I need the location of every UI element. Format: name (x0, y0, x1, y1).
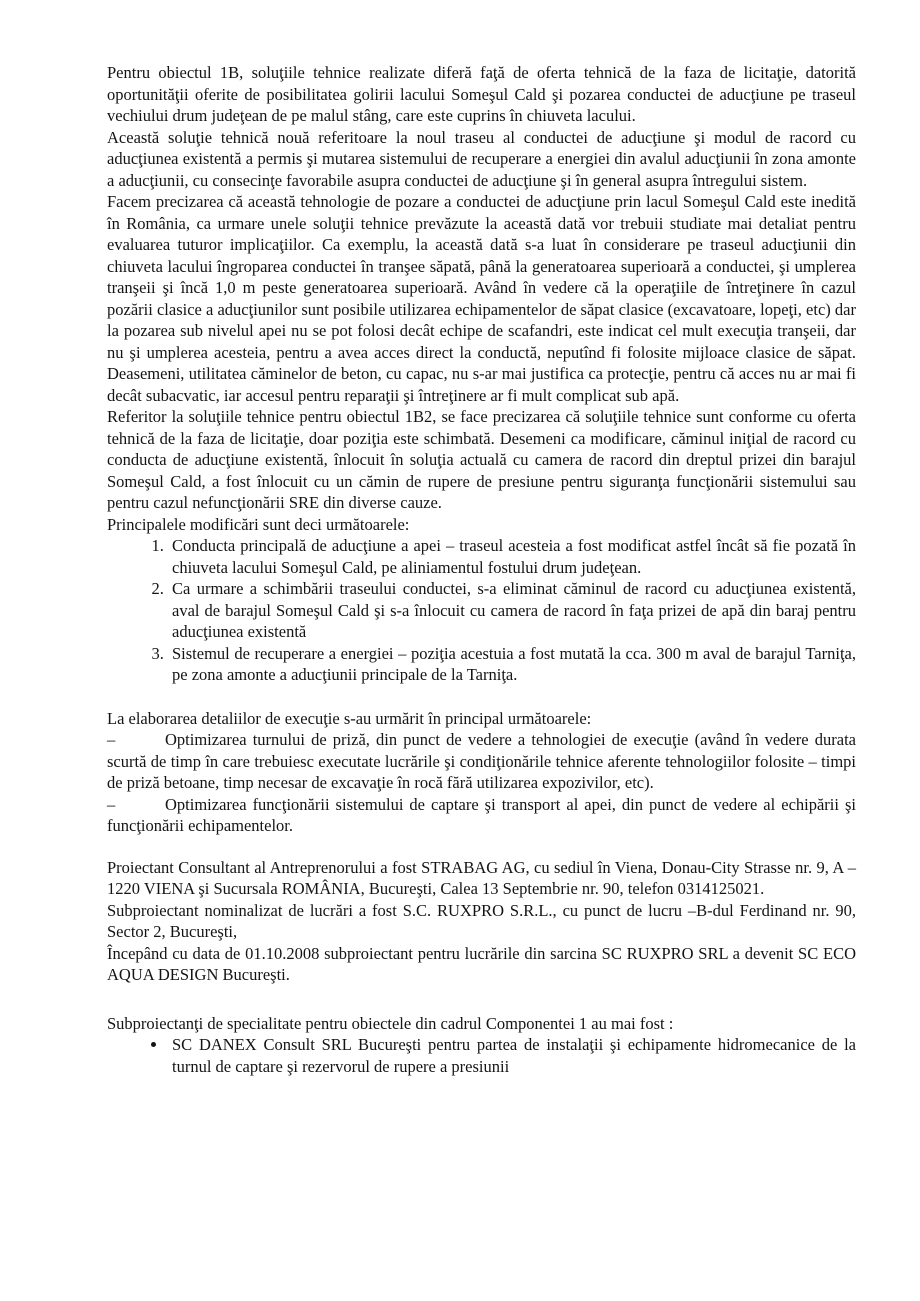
dash-item (107, 729, 856, 794)
list-item: 1. Conducta principală de aducţiune a apei – traseul acesteia a fost modificat astfel încât să fie pozată în chiuveta lacului Someşul Cald, pe aliniamentul fostului drum judeţean. (168, 535, 856, 578)
paragraph-consultant: Proiectant Consultant al Antreprenorului a fost STRABAG AG, cu sediul în Viena, Donau-City Strasse nr. 9, A – 1220 VIENA şi Sucursala ROMÂNIA, Bucureşti, Calea 13 Septembrie nr. 90, telefon 0314125021. (107, 857, 856, 898)
list-item: 3. Sistemul de recuperare a energiei – poziţia acestuia a fost mutată la cca. 300 m aval de barajul Tarniţa, pe zona amonte a aducţiunii principale de la Tarniţa. (168, 643, 856, 686)
bullet-item: • SC DANEX Consult SRL Bucureşti pentru partea de instalaţii şi echipamente hidromecanice de la turnul de captare şi rezervorul de rupere a presiunii (168, 1034, 856, 1077)
paragraph-subcontractor: Subproiectant nominalizat de lucrări a fost S.C. RUXPRO S.R.L., cu punct de lucru –B-dul Ferdinand nr. 90, Sector 2, Bucureşti, (107, 900, 856, 941)
list-item: 2. Ca urmare a schimbării traseului conductei, s-a eliminat căminul de racord cu aducţiunea existentă, aval de barajul Someşul Cald şi s-a înlocuit cu camera de racord în faţa prizei de apă din baraj pentru aducţiunea existentă (168, 578, 856, 643)
dash-item-text: Optimizarea funcţionării sistemului de captare şi transport al apei, din punct de vedere al echipării şi funcţionării echipamentelor. (107, 794, 856, 835)
modifications-intro: Principalele modificări sunt deci următoarele: (107, 514, 410, 534)
dash-marker: – (107, 730, 116, 749)
dash-item (107, 794, 856, 837)
execution-intro: La elaborarea detaliilor de execuţie s-au urmărit în principal următoarele: (107, 708, 592, 728)
dash-item-text: Optimizarea turnului de priză, din punct de vedere a tehnologiei de execuţie (având în vedere durata scurtă de timp în care trebuiesc executate lucrările şi condiţionările tehnice aferente tehnologiilor folosite – timpi de priză betoane, timp necesar de excavaţie în rocă fără utilizarea expozivilor, etc). (107, 730, 856, 792)
paragraph-object-1b: Pentru obiectul 1B, soluţiile tehnice realizate diferă faţă de oferta tehnică de la faza de licitaţie, datorită oportunităţii oferite de posibilitatea golirii lacului Someşul Cald şi pozarea conductei de aducţiune pe traseul vechiului drum judeţean de pe malul stâng, care este cuprins în chiuveta lacului. (107, 63, 856, 125)
dash-marker: – (107, 794, 116, 814)
paragraph-eco-aqua: Începând cu data de 01.10.2008 subproiectant pentru lucrările din sarcina SC RUXPRO SRL a devenit SC ECO AQUA DESIGN Bucureşti. (107, 943, 856, 984)
paragraph-object-1b2: Referitor la soluţiile tehnice pentru obiectul 1B2, se face precizarea că soluţiile tehnice sunt conforme cu oferta tehnică de la faza de licitaţie, doar poziţia este schimbată. Desemeni ca modificare, căminul iniţial de racord cu conducta de aducţiune existentă, înlocuit în soluţia actuală cu camera de racord din dreptul prizei din barajul Someşul Cald, a fost înlocuit cu un cămin de rupere de presiune pentru siguranţa funcţionării sistemului sau pentru cazul nefuncţionării SRE din diverse cauze. (107, 407, 856, 512)
paragraph-new-solution: Această soluţie tehnică nouă referitoare la noul traseu al conductei de aducţiune şi modul de racord cu aducţiunea existentă a permis şi mutarea sistemului de recuperare a energiei din avalul aducţiunii în zona amonte a aducţiunii, cu consecinţe favorabile asupra conductei de aducţiune şi în general asupra întregului sistem. (107, 127, 856, 190)
subcontractors-intro: Subproiectanţi de specialitate pentru obiectele din cadrul Componentei 1 au mai fost : (107, 1013, 674, 1033)
paragraph-technology-note: Facem precizarea că această tehnologie de pozare a conductei de aducţiune prin lacul Someşul Cald este inedită în România, ca urmare unele soluţii tehnice prevăzute la această dată vor trebuii studiate mai detaliat pentru evaluarea tuturor implicaţiilor. Ca exemplu, la această dată s-a luat în considerare pe traseul aducţiunii din chiuveta lacului îngroparea conductei în tranşee săpată, până la generatoarea superioară a conductei, şi umplerea tranşeii şi încă 1,0 m peste generatoarea superioară. Având în vedere că la operaţiile de întreţinere în cazul pozării clasice a aducţiunilor sunt posibile utilizarea echipamentelor de săpat clasice (excavatoare, lopeţi, etc) dar la pozarea sub nivelul apei nu se pot folosi decât echipe de scafandri, este indicat cel mult execuţia tranşeii, dar nu şi umplerea acesteia, pentru a avea acces direct la conductă, neputînd fi folosite mijloace clasice de săpat. Deasemeni, utilitatea căminelor de beton, cu capac, nu s-ar mai justifica ca protecţie, pentru că acces nu ar mai fi decât subacvatic, iar accesul pentru reparaţii şi întreţinere ar fi mult complicat sub apă. (107, 192, 856, 405)
modifications-list (107, 535, 856, 686)
subcontractors-list (107, 1034, 856, 1077)
